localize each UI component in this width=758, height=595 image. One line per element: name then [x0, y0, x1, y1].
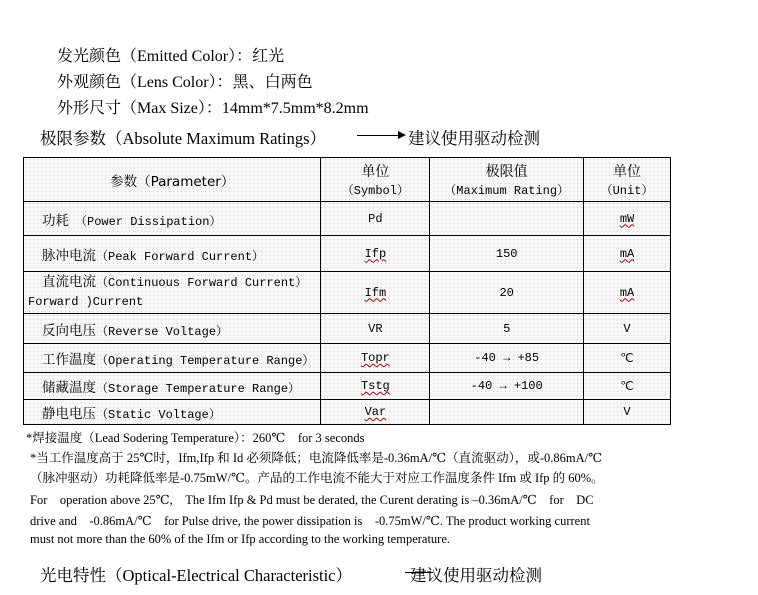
header-unit [584, 158, 671, 202]
table-row [24, 373, 671, 400]
symbol-value: Var [364, 405, 387, 419]
rating-cell: -40 → +85 [430, 344, 584, 373]
spec-line-max-size [57, 95, 369, 118]
rating-cell: -40 → +100 [430, 373, 584, 400]
param-cn: 储藏温度 [42, 380, 96, 396]
spec-value: 14mm*7.5mm*8.2mm [221, 100, 369, 117]
param-cell [24, 202, 321, 236]
symbol-cell [321, 344, 430, 373]
param-cn: 工作温度 [42, 352, 96, 368]
ratings-table [23, 157, 671, 425]
header-symbol-cn: 单位 [361, 164, 390, 180]
param-en: （Operating Temperature Range） [96, 354, 315, 368]
unit-cell [584, 202, 671, 236]
header-rating [430, 158, 584, 202]
param-cn: 脉冲电流 [42, 247, 96, 264]
param-cn: 直流电流 [42, 274, 96, 290]
spec-line-emitted-color [57, 43, 284, 66]
header-parameter [24, 158, 321, 202]
rating-cell: 150 [430, 236, 584, 272]
unit-cell: ℃ [584, 373, 671, 400]
abs-max-title: 极限参数（Absolute Maximum Ratings） [40, 129, 326, 148]
symbol-cell [321, 400, 430, 425]
symbol-value: Tstg [360, 379, 390, 393]
symbol-cell [321, 272, 430, 314]
unit-value: mA [619, 285, 635, 300]
symbol-cell: Pd [321, 202, 430, 236]
symbol-cell [321, 373, 430, 400]
unit-cell: V [584, 314, 671, 344]
table-row [24, 344, 671, 373]
param-en: （Continuous Forward Current） [96, 276, 308, 290]
param-cell [24, 272, 321, 314]
symbol-cell: VR [321, 314, 430, 344]
param-cn: 静电电压 [42, 406, 96, 422]
spec-label: 发光颜色（Emitted Color）： [57, 48, 253, 65]
table-row [24, 236, 671, 272]
spec-value: 黑、白两色 [232, 74, 313, 91]
symbol-value: Ifp [364, 246, 387, 261]
table-row [24, 314, 671, 344]
param-cn: 功耗 [42, 212, 69, 229]
unit-value: mA [619, 246, 635, 261]
note-derating-cn-1: *当工作温度高于 25℃时，Ifm,Ifp 和 Id 必须降低；电流降低率是-0.36mA/℃（直流驱动），或-0.86mA/℃ [30, 451, 603, 465]
param-en: （Power Dissipation） [69, 214, 222, 229]
rating-cell [430, 400, 584, 425]
param-cell [24, 314, 321, 344]
symbol-cell [321, 236, 430, 272]
rating-cell: 5 [430, 314, 584, 344]
note-derating-en-1: For operation above 25℃, The Ifm Ifp & Pd must be derated, the Curent derating is –0.36mA/℃ for DC [30, 493, 594, 507]
header-unit-en: （Unit） [600, 184, 654, 198]
header-rating-cn: 极限值 [485, 164, 528, 180]
note-derating-cn-2: （脉冲驱动）功耗降低率是-0.75mW/℃。产品的工作电流不能大于对应工作温度条件 Ifm 或 Ifp 的 60%。 [30, 471, 604, 485]
arrow-line [357, 135, 399, 136]
param-cell [24, 344, 321, 373]
param-en: （Peak Forward Current） [96, 249, 265, 264]
param-cell [24, 373, 321, 400]
rating-cell: 20 [430, 272, 584, 314]
spec-line-lens-color [57, 69, 313, 92]
rating-cell [430, 202, 584, 236]
note-derating-en-2: drive and -0.86mA/℃ for Pulse drive, the power dissipation is -0.75mW/℃. The product working current [30, 514, 590, 528]
spec-label: 外形尺寸（Max Size）： [57, 100, 222, 117]
unit-cell: ℃ [584, 344, 671, 373]
spec-label: 外观颜色（Lens Color）： [57, 74, 233, 91]
arrow-right-icon [398, 131, 406, 139]
header-parameter-label: 参数（Parameter） [110, 173, 235, 190]
unit-value: mW [619, 211, 635, 226]
param-cell [24, 236, 321, 272]
table-row [24, 202, 671, 236]
symbol-value: Topr [360, 351, 390, 365]
header-rating-en: （Maximum Rating） [444, 184, 570, 198]
param-en: （Reverse Voltage） [96, 324, 229, 339]
header-unit-cn: 单位 [613, 164, 642, 180]
param-en: （Storage Temperature Range） [96, 382, 301, 396]
header-symbol-en: （Symbol） [341, 184, 409, 198]
symbol-value: Ifm [364, 285, 387, 300]
spec-value: 红光 [252, 48, 285, 65]
param-en-continued: Forward )Current [28, 295, 144, 309]
note-soldering: *焊接温度（Lead Sodering Temperature）：260℃ for 3 seconds [26, 431, 365, 445]
table-header-row [24, 158, 671, 202]
opto-arrow-text: 建议使用驱动检测 [410, 566, 542, 585]
abs-max-arrow-text: 建议使用驱动检测 [408, 129, 540, 148]
table-row [24, 272, 671, 314]
note-derating-en-3: must not more than the 60% of the Ifm or Ifp according to the working temperature. [30, 532, 451, 546]
param-cell [24, 400, 321, 425]
param-en: （Static Voltage） [96, 408, 221, 422]
param-cn: 反向电压 [42, 322, 96, 339]
unit-cell [584, 236, 671, 272]
header-symbol [321, 158, 430, 202]
unit-cell [584, 272, 671, 314]
table-row [24, 400, 671, 425]
unit-cell: V [584, 400, 671, 425]
opto-title: 光电特性（Optical-Electrical Characteristic） [40, 566, 353, 585]
